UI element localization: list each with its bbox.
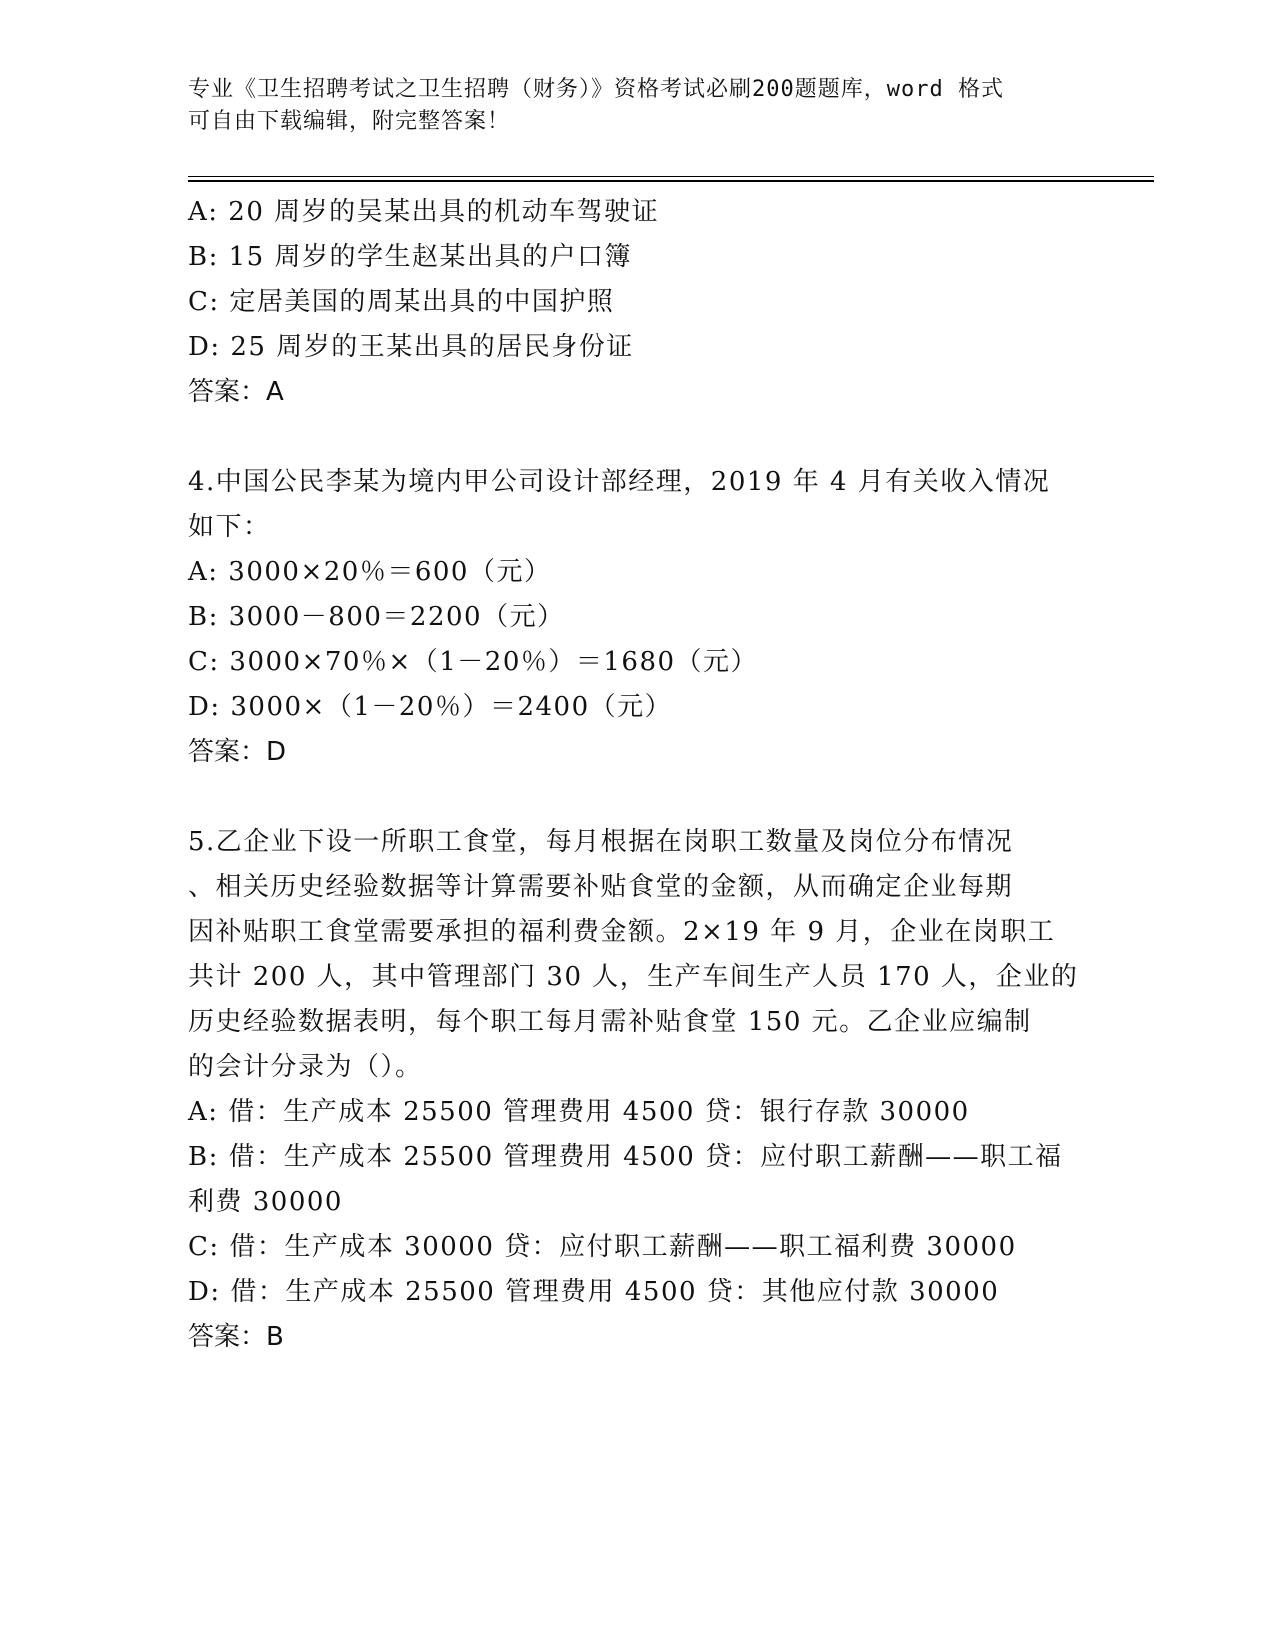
option-d: D: 借：生产成本 25500 管理费用 4500 贷：其他应付款 30000 <box>188 1277 1000 1307</box>
spacer <box>188 415 1088 460</box>
option-a: A: 借：生产成本 25500 管理费用 4500 贷：银行存款 30000 <box>188 1097 970 1127</box>
option-d: D: 3000×（1－20％）＝2400（元） <box>188 692 673 722</box>
header-divider-thin <box>188 176 1154 177</box>
answer-line: 答案：A <box>188 377 284 407</box>
document-header <box>188 74 1068 138</box>
question-text-line: 因补贴职工食堂需要承担的福利费金额。2×19 年 9 月，企业在岗职工 <box>188 917 1056 947</box>
header-line-1: 专业《卫生招聘考试之卫生招聘（财务）》资格考试必刷200题题库，word 格式 <box>188 77 1004 102</box>
question-text-line: 历史经验数据表明，每个职工每月需补贴食堂 150 元。乙企业应编制 <box>188 1007 1032 1037</box>
document-body <box>188 190 1088 1360</box>
question-3 <box>188 190 1088 415</box>
spacer <box>188 775 1088 820</box>
question-4 <box>188 460 1088 775</box>
option-b: B: 15 周岁的学生赵某出具的户口簿 <box>188 242 632 272</box>
option-b: B: 借：生产成本 25500 管理费用 4500 贷：应付职工薪酬——职工福 <box>188 1142 1063 1172</box>
question-5 <box>188 820 1088 1360</box>
option-c: C: 借：生产成本 30000 贷：应付职工薪酬——职工福利费 30000 <box>188 1232 1017 1262</box>
question-text-line: 的会计分录为（）。 <box>188 1052 423 1082</box>
question-text-line: 共计 200 人，其中管理部门 30 人，生产车间生产人员 170 人，企业的 <box>188 962 1079 992</box>
header-line-2: 可自由下载编辑，附完整答案！ <box>188 109 511 134</box>
option-b-continued: 利费 30000 <box>188 1187 343 1217</box>
question-text-line: 、相关历史经验数据等计算需要补贴食堂的金额，从而确定企业每期 <box>188 872 1014 902</box>
header-divider-thick <box>188 180 1154 182</box>
question-text-line: 4.中国公民李某为境内甲公司设计部经理，2019 年 4 月有关收入情况 <box>188 467 1051 497</box>
question-text-line: 如下： <box>188 512 271 542</box>
option-b: B: 3000－800＝2200（元） <box>188 602 565 632</box>
option-c: C: 定居美国的周某出具的中国护照 <box>188 287 615 317</box>
option-d: D: 25 周岁的王某出具的居民身份证 <box>188 332 634 362</box>
option-c: C: 3000×70％×（1－20％）＝1680（元） <box>188 647 759 677</box>
answer-line: 答案：D <box>188 737 287 767</box>
question-text-line: 5.乙企业下设一所职工食堂，每月根据在岗职工数量及岗位分布情况 <box>188 827 1014 857</box>
option-a: A: 3000×20％＝600（元） <box>188 557 552 587</box>
option-a: A: 20 周岁的吴某出具的机动车驾驶证 <box>188 197 660 227</box>
answer-line: 答案：B <box>188 1322 284 1352</box>
